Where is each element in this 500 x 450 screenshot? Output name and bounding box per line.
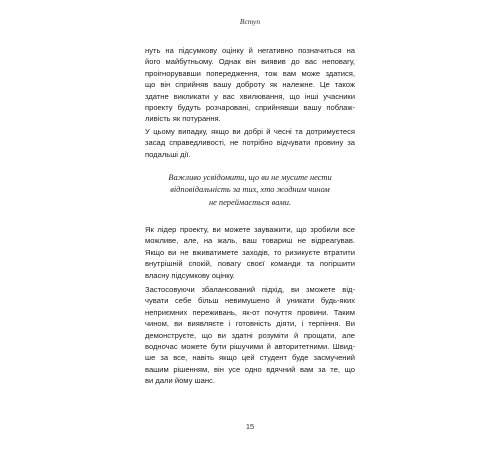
text-line: чувати себе більш невимушено й уникати будь-яких	[145, 296, 355, 306]
text-line: ливість як потурання.	[145, 114, 221, 124]
text-line: нуть на підсумкову оцінку й негативно позначиться на	[145, 46, 355, 55]
text-line: демонструєте, що ви здатні розуміти й прощати, але	[145, 330, 355, 340]
quote-line: Важливо усвідомити, що ви не мусите нести	[168, 173, 332, 182]
paragraph-3	[145, 224, 355, 281]
paragraph-4	[145, 284, 355, 387]
paragraph-2	[145, 126, 355, 160]
quote-line: не переймається вами.	[208, 197, 292, 207]
text-line: У цьому випадку, якщо ви добрі й чесні та дотримуєтеся	[145, 127, 355, 136]
text-line: проігнорувавши попередження, тож вам може здатися,	[145, 68, 355, 78]
page-number: 15	[245, 422, 255, 431]
text-line: можливе, але, на жаль, ваш товариш не відреагував.	[145, 236, 355, 246]
text-line: Якщо ви не вживатимете заходів, то ризикуєте втратити	[145, 247, 355, 257]
text-line: Застосовуючи збалансований підхід, ви зможете від-	[145, 285, 355, 294]
text-line: водночас можете бути рішучими й авторитетними. Швид-	[145, 342, 355, 352]
paragraph-1	[145, 45, 355, 125]
text-line: чином, ви виявляєте і готовність діяти, і терпіння. Ви	[145, 319, 355, 329]
text-line: вашим рішенням, він усе одно вдячний вам за те, що	[145, 364, 355, 374]
text-line: ше за все, навіть якщо цей студент буде засмучений	[145, 353, 355, 363]
text-line: здатне викликати у вас хвилювання, що інші учасники	[145, 91, 355, 101]
text-line: власну підсумкову оцінку.	[145, 270, 235, 280]
text-line: внутрішній спокій, повагу своєї команди та погіршити	[145, 259, 355, 269]
text-line: що він сприйняв вашу доброту як належне. Це також	[145, 80, 355, 90]
text-line: засад справедливості, не потрібно відчувати провину за	[145, 138, 355, 148]
text-line: його майбутньому. Однак він виявив до вас неповагу,	[145, 57, 355, 67]
text-line: проекту будуть розчаровані, сприйнявши вашу поблаж-	[145, 103, 355, 113]
pull-quote	[150, 172, 350, 209]
text-line: ви дали йому шанс.	[145, 376, 215, 386]
text-line: подальші дії.	[145, 149, 191, 159]
quote-line: відповідальність за тих, хто жодним чином	[170, 185, 330, 195]
text-line: неприємних переживань, як-от почуття провини. Таким	[145, 307, 355, 317]
running-header: Вступ	[239, 17, 261, 26]
text-line: Як лідер проекту, ви можете зауважити, що зробили все	[145, 225, 355, 234]
